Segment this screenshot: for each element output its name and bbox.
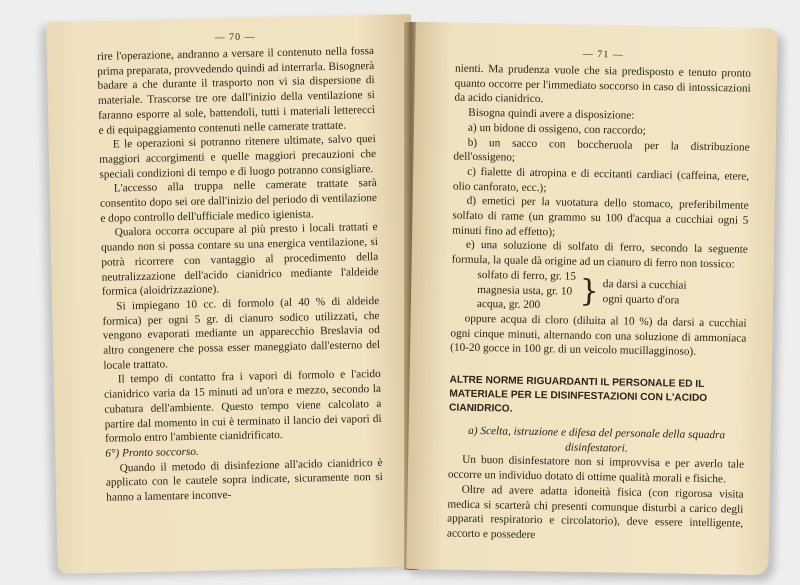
paragraph: Il tempo di contatto fra i vapori di formolo e l'acido cianidrico varia da 15 minuti ad un'ora e mezzo, secondo la cubatura dell'ambiente. Questo tempo viene calcolato a partire dal momento in cui è terminato il lancio dei vapori di formolo entro l'ambiente cianidrificato. bbox=[103, 368, 382, 446]
list-item: a) un bidone di ossigeno, con raccordo; bbox=[467, 121, 646, 137]
paragraph: Si impiegano 10 cc. di formolo (al 40 % di aldeide formica) per ogni 5 gr. di cianuro sodico utilizzati, che vengono evaporati mediante un apparecchio Breslavia od altro congenere che possa esser maneggiato dall'esterno del locale trattato. bbox=[102, 294, 381, 372]
formula bbox=[477, 268, 748, 317]
paragraph: E le operazioni si potranno ritenere ultimate, salvo quei maggiori accorgimenti e quelle maggiori precauzioni che speciali condizioni di tempo e di luogo potranno consigliare. bbox=[99, 133, 377, 181]
formula-note: ogni quarto d'ora bbox=[602, 293, 680, 307]
formula-line: magnesia usta, gr. 10 bbox=[477, 283, 573, 298]
paragraph: oppure acqua di cloro (diluita al 10 %) da darsi a cucchiai ogni cinque minuti, alternando con una soluzione di ammoniaca (10-20 gocce in 100 gr. di un veicolo mucillagginoso). bbox=[450, 312, 747, 359]
paragraph: rire l'operazione, andranno a versare il contenuto nella fossa prima preparata, provvedendo quindi ad interrarla. Bisognerà badare a che durante il trasporto non vi sia dispersione di materiale. Trascorse tre ore dall'inizio della ventilazione si faranno esporre al sole, battendoli, tutti i materiali lettereccì e di equipaggiamento contenuti nelle camerate trattate. bbox=[96, 45, 376, 137]
page-number: — 71 — bbox=[582, 48, 624, 61]
paragraph: L'accesso alla truppa nelle camerate trattate sarà consentito dopo sei ore dall'inizio del periodo di ventilazione e dopo controllo dell'ufficiale medico igienista. bbox=[99, 177, 378, 225]
paragraph: Un buon disinfestatore non si improvvisa e per averlo tale occorre un individuo dotato di ottime qualità morali e fisiche. bbox=[447, 454, 745, 486]
left-page bbox=[46, 14, 422, 574]
list-item: c) fialette di atropina e di eccitanti cardiaci (caffeina, etere, olio canforato, ecc.); bbox=[452, 165, 750, 194]
formula-line: solfato di ferro, gr. 15 bbox=[477, 268, 577, 283]
list-item: b) un sacco con boccheruola per la distribuzione dell'ossigeno; bbox=[453, 136, 750, 164]
paragraph: Oltre ad avere adatta idoneità fisica (con rigorosa visita medica si scarterà chi presenti comunque disturbi a carico degli apparati respiratorio e circolatorio), deve essere intelligente, accorto e possedere bbox=[446, 483, 744, 542]
list-item: e) una soluzione di solfato di ferro, secondo la seguente formula, la quale dà origine ad un cianuro di ferro non tossico: bbox=[451, 239, 748, 271]
paragraph: Quando il metodo di disinfezione all'acido cianidrico è applicato con le cautele sopra indicate, sicuramente non si hanno a lamentare inconve- bbox=[105, 456, 383, 504]
formula-line: acqua, gr. 200 bbox=[476, 298, 541, 312]
paragraph: Qualora occorra occupare al più presto i locali trattati e quando non si possa contare su una energica ventilazione, si potrà ricorrere con vantaggio al procedimento della neutralizzazione dell'acido cianidrico mediante l'aldeide formica (aloidrizzazione). bbox=[100, 221, 379, 299]
formula-note: da darsi a cucchiai bbox=[602, 278, 687, 292]
brace-glyph: } bbox=[579, 273, 600, 310]
paragraph: nienti. Ma prudenza vuole che sia predisposto e tenuto pronto quanto occorre per l'immediato soccorso in caso di intossicazioni da acido cianidrico. bbox=[454, 62, 752, 106]
section-heading: ALTRE NORME RIGUARDANTI IL PERSONALE ED IL MATERIALE PER LE DISINFESTAZIONI CON L'ACIDO CIANIDRICO. bbox=[448, 374, 708, 415]
page-number: — 70 — bbox=[214, 31, 256, 44]
paragraph: Bisogna quindi avere a disposizione: bbox=[468, 106, 635, 122]
subheading: a) Scelta, istruzione e difesa del personale della squadra disinfestatori. bbox=[468, 424, 726, 455]
right-page bbox=[406, 22, 777, 575]
section-title: 6°) Pronto soccorso. bbox=[105, 445, 199, 460]
right-page-text bbox=[447, 62, 751, 547]
list-item: d) emetici per la vuotatura dello stomaco, preferibilmente solfato di rame (un grammo su 100 d'acqua a cucchiai ogni 5 minuti fino ad effetto); bbox=[452, 195, 749, 239]
left-page-text bbox=[97, 44, 383, 505]
